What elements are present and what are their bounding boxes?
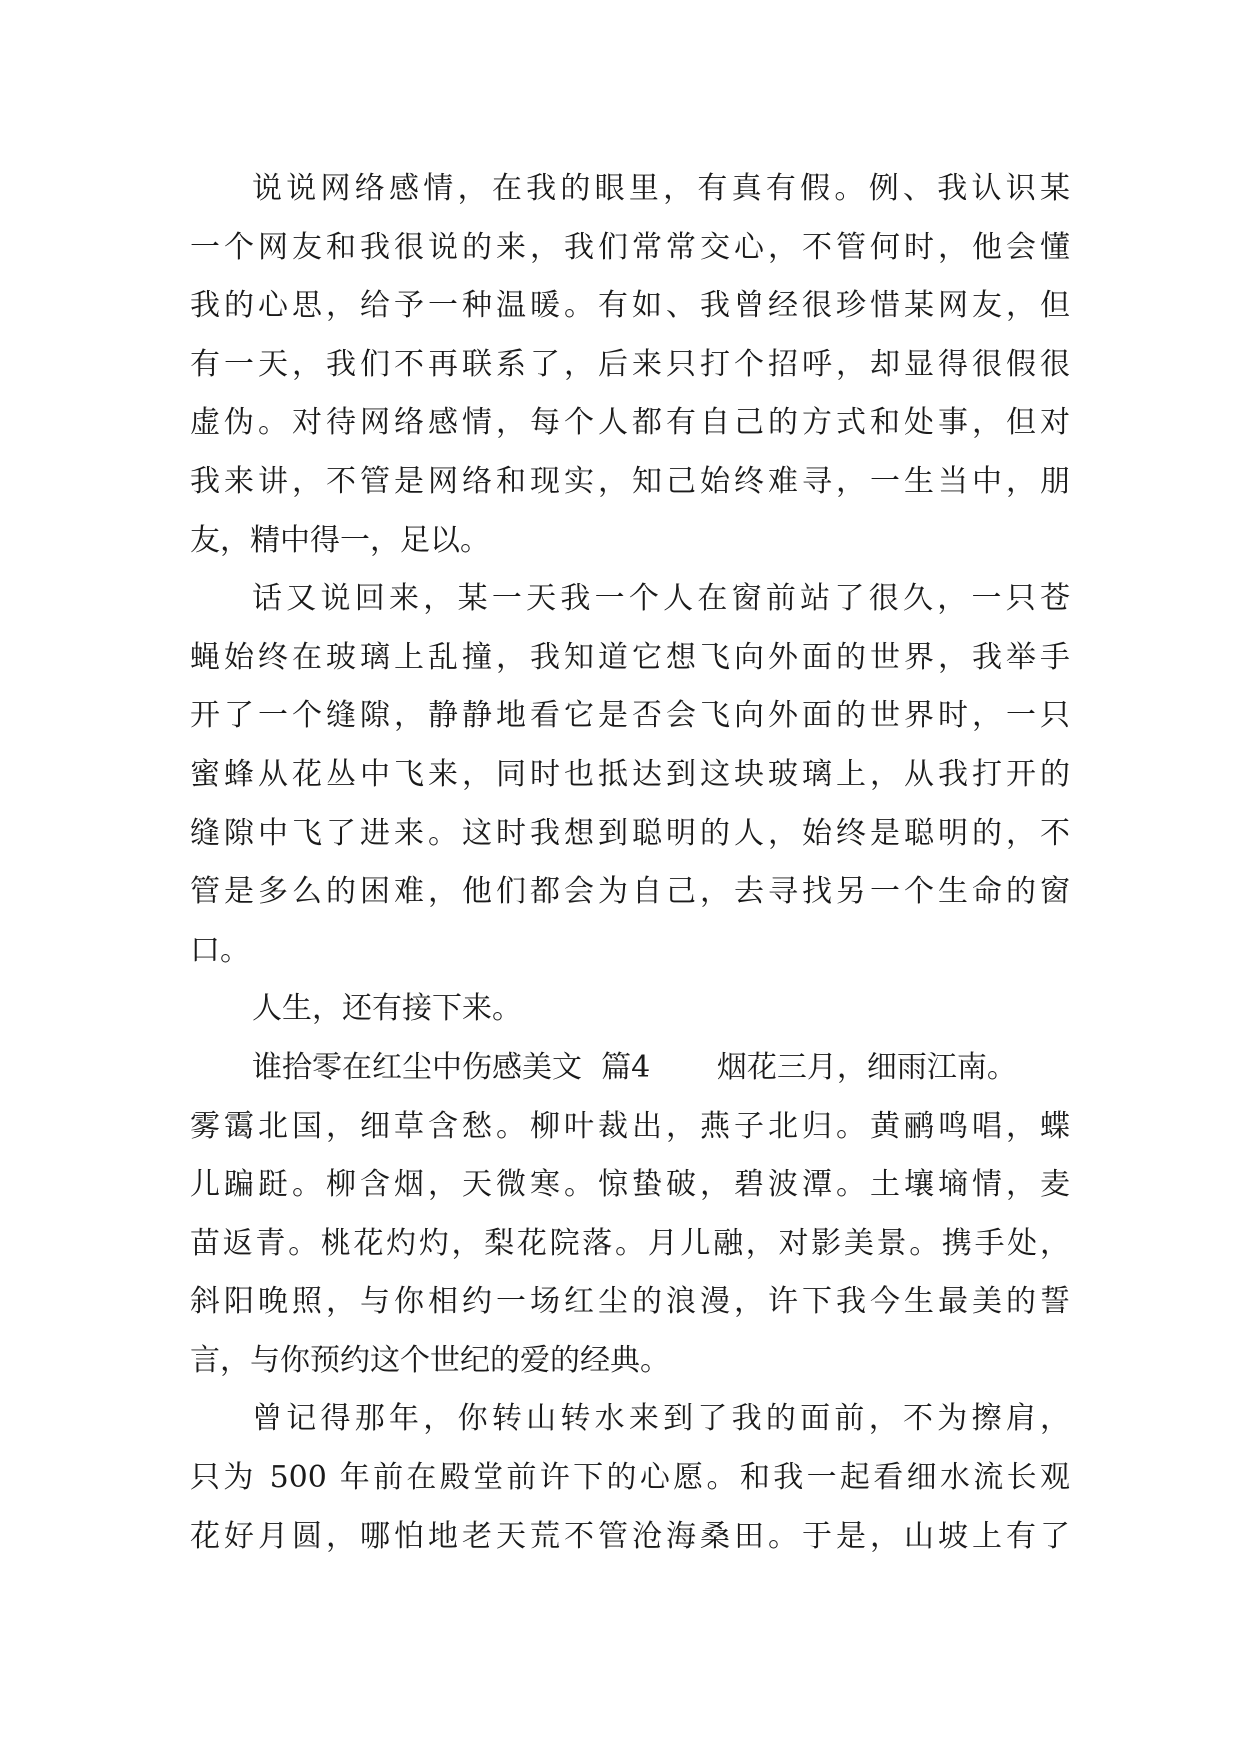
text-line: 苗返青。桃花灼灼，梨花院落。月儿融，对影美景。携手处， [190,1225,1070,1261]
text-line: 我来讲，不管是网络和现实，知己始终难寻，一生当中，朋 [190,463,1070,499]
text-line: 话又说回来，某一天我一个人在窗前站了很久，一只苍 [252,581,1070,617]
text-line: 言，与你预约这个世纪的爱的经典。 [190,1342,670,1378]
document-body [190,160,1070,1566]
text-line: 花好月圆，哪怕地老天荒不管沧海桑田。于是，山坡上有了 [190,1518,1070,1554]
text-line: 开了一个缝隙，静静地看它是否会飞向外面的世界时，一只 [190,698,1070,734]
text-line: 曾记得那年，你转山转水来到了我的面前，不为擦肩， [252,1401,1070,1437]
text-line: 斜阳晚照，与你相约一场红尘的浪漫，许下我今生最美的誓 [190,1284,1070,1320]
paragraph-window-fly [190,570,1070,980]
text-line: 友，精中得一，足以。 [190,522,490,558]
text-line: 蝇始终在玻璃上乱撞，我知道它想飞向外面的世界，我举手 [190,639,1070,675]
paragraph-section-4 [190,1039,1070,1391]
paragraph-online-feelings [190,160,1070,570]
paragraph-life [190,980,1070,1039]
text-line: 虚伪。对待网络感情，每个人都有自己的方式和处事，但对 [190,405,1070,441]
text-line: 我的心思，给予一种温暖。有如、我曾经很珍惜某网友，但 [190,288,1070,324]
text-line: 缝隙中飞了进来。这时我想到聪明的人，始终是聪明的，不 [190,815,1070,851]
text-line: 雾霭北国，细草含愁。柳叶裁出，燕子北归。黄鹂鸣唱，蝶 [190,1108,1070,1144]
text-line: 蜜蜂从花丛中飞来，同时也抵达到这块玻璃上，从我打开的 [190,756,1070,792]
text-line: 儿蹁跹。柳含烟，天微寒。惊蛰破，碧波潭。土壤墒情，麦 [190,1167,1070,1203]
text-line: 有一天，我们不再联系了，后来只打个招呼，却显得很假很 [190,346,1070,382]
text-line: 说说网络感情，在我的眼里，有真有假。例、我认识某 [252,171,1070,206]
text-line: 人生，还有接下来。 [252,991,522,1027]
text-line: 口。 [190,932,250,968]
text-line: 谁拾零在红尘中伤感美文 篇4 烟花三月，细雨江南。 [252,1049,1017,1085]
text-line: 管是多么的困难，他们都会为自己，去寻找另一个生命的窗 [190,874,1070,910]
paragraph-that-year [190,1390,1070,1566]
text-line: 一个网友和我很说的来，我们常常交心，不管何时，他会懂 [190,229,1070,265]
text-line: 只为 500 年前在殿堂前许下的心愿。和我一起看细水流长观 [190,1460,1070,1496]
